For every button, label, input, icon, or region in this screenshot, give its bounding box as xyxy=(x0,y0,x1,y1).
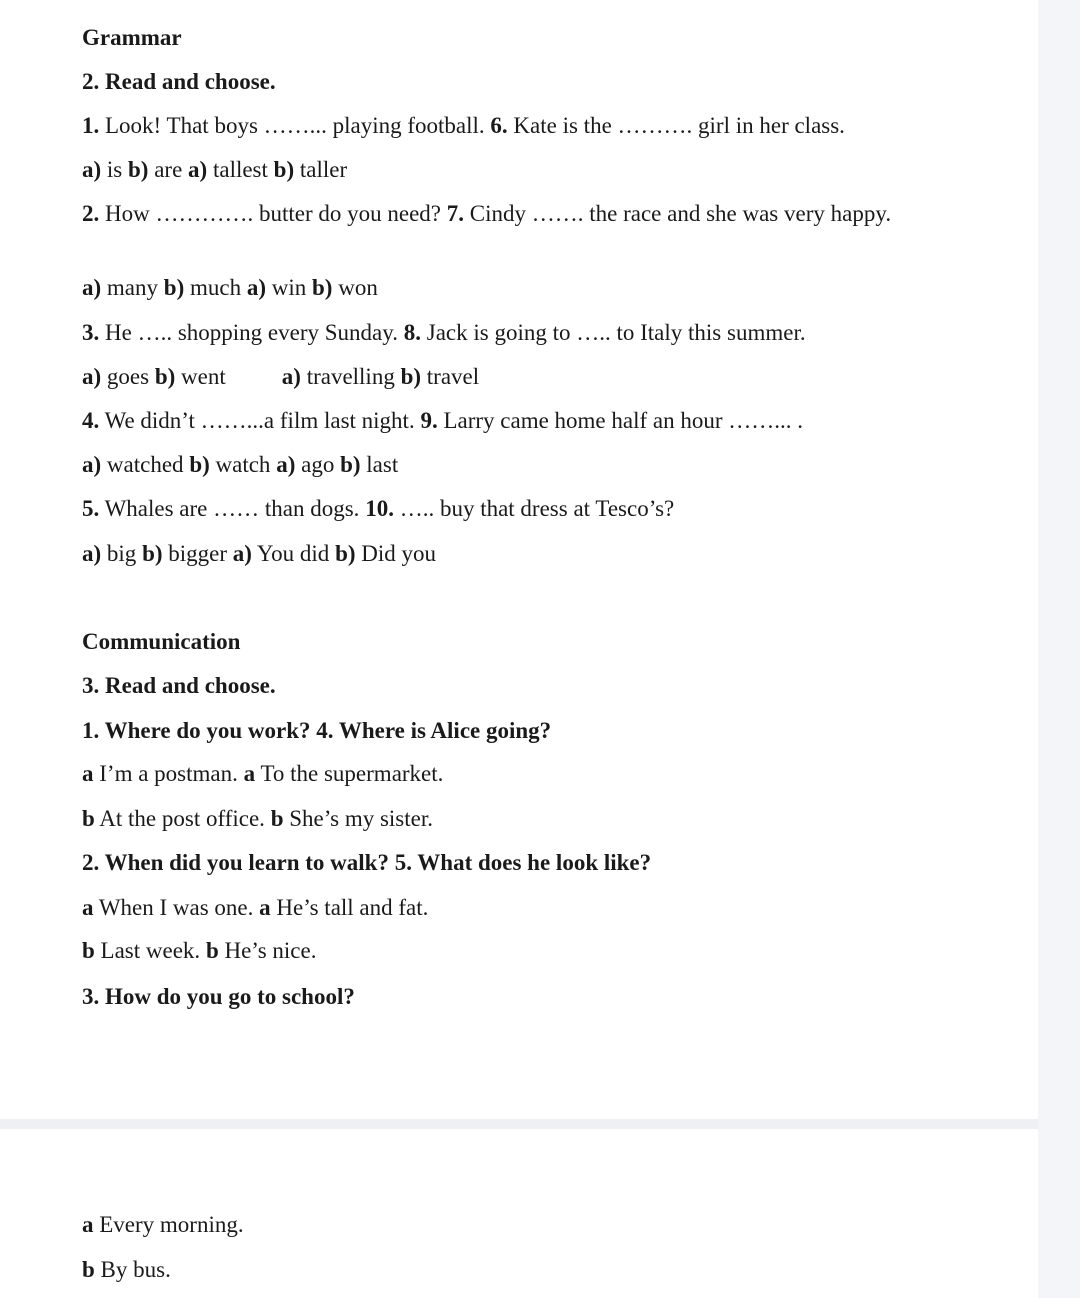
answer-row: b By bus. xyxy=(82,1257,171,1282)
answer-row: a Every morning. xyxy=(82,1212,244,1237)
grammar-heading: Grammar xyxy=(82,25,182,50)
answer-row: b Last week. b He’s nice. xyxy=(82,938,317,963)
answer-row: a I’m a postman. a To the supermarket. xyxy=(82,761,444,786)
options-row: a) goes b) went a) travelling b) travel xyxy=(82,364,480,389)
page-break xyxy=(0,1119,1038,1129)
question-row: 1. Look! That boys ……... playing football. 6. Kate is the ………. girl in her class. xyxy=(82,113,845,138)
grammar-instruction: 2. Read and choose. xyxy=(82,69,276,94)
communication-instruction: 3. Read and choose. xyxy=(82,673,276,698)
question-row: 2. When did you learn to walk? 5. What does he look like? xyxy=(82,850,652,875)
question-row: 5. Whales are …… than dogs. 10. ….. buy that dress at Tesco’s? xyxy=(82,496,675,521)
answer-row: b At the post office. b She’s my sister. xyxy=(82,806,433,831)
question-row: 3. He ….. shopping every Sunday. 8. Jack is going to ….. to Italy this summer. xyxy=(82,320,806,345)
question-row: 1. Where do you work? 4. Where is Alice going? xyxy=(82,718,552,743)
question-row: 4. We didn’t ……...a film last night. 9. Larry came home half an hour ……... . xyxy=(82,408,804,433)
options-row: a) big b) bigger a) You did b) Did you xyxy=(82,541,437,566)
answer-row: a When I was one. a He’s tall and fat. xyxy=(82,895,429,920)
side-panel xyxy=(1038,0,1080,1298)
options-row: a) many b) much a) win b) won xyxy=(82,275,378,300)
options-row: a) is b) are a) tallest b) taller xyxy=(82,157,348,182)
question-row: 2. How …………. butter do you need? 7. Cindy ……. the race and she was very happy. xyxy=(82,201,892,226)
question-row: 3. How do you go to school? xyxy=(82,984,355,1009)
options-row: a) watched b) watch a) ago b) last xyxy=(82,452,399,477)
communication-heading: Communication xyxy=(82,629,241,654)
